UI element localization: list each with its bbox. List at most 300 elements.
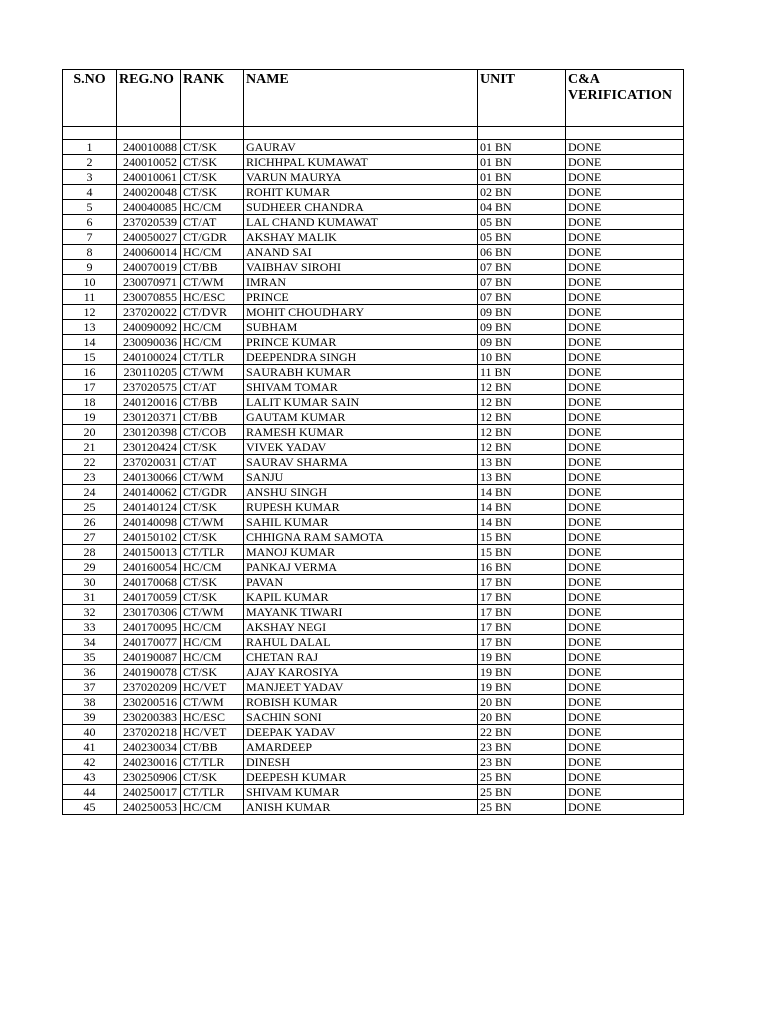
cell-unit: 12 BN bbox=[478, 395, 566, 410]
table-row bbox=[63, 395, 684, 410]
cell-unit: 19 BN bbox=[478, 650, 566, 665]
cell-rank: HC/CM bbox=[181, 650, 244, 665]
cell-sno: 42 bbox=[63, 755, 117, 770]
cell-sno: 20 bbox=[63, 425, 117, 440]
cell-rank: CT/TLR bbox=[181, 785, 244, 800]
cell-rank: CT/WM bbox=[181, 365, 244, 380]
header-verification: C&A VERIFICATION bbox=[566, 70, 684, 127]
cell-status: DONE bbox=[566, 770, 684, 785]
cell-name: AKSHAY MALIK bbox=[244, 230, 478, 245]
cell-rank: HC/CM bbox=[181, 320, 244, 335]
table-row bbox=[63, 575, 684, 590]
cell-regno: 237020575 bbox=[117, 380, 181, 395]
cell-unit: 17 BN bbox=[478, 575, 566, 590]
cell-regno: 240100024 bbox=[117, 350, 181, 365]
cell-status: DONE bbox=[566, 680, 684, 695]
cell-sno: 5 bbox=[63, 200, 117, 215]
cell-name: MOHIT CHOUDHARY bbox=[244, 305, 478, 320]
cell-name: RAMESH KUMAR bbox=[244, 425, 478, 440]
cell-sno: 25 bbox=[63, 500, 117, 515]
table-row bbox=[63, 500, 684, 515]
cell-unit: 15 BN bbox=[478, 545, 566, 560]
cell-rank: HC/CM bbox=[181, 200, 244, 215]
table-row bbox=[63, 755, 684, 770]
table-row bbox=[63, 530, 684, 545]
cell-regno: 240190078 bbox=[117, 665, 181, 680]
cell-rank: CT/BB bbox=[181, 410, 244, 425]
cell-unit: 01 BN bbox=[478, 170, 566, 185]
cell-unit: 19 BN bbox=[478, 665, 566, 680]
cell-rank: CT/SK bbox=[181, 155, 244, 170]
cell-unit: 17 BN bbox=[478, 590, 566, 605]
cell-name: DINESH bbox=[244, 755, 478, 770]
cell-status: DONE bbox=[566, 530, 684, 545]
table-row bbox=[63, 725, 684, 740]
table-row bbox=[63, 200, 684, 215]
cell-name: ROHIT KUMAR bbox=[244, 185, 478, 200]
cell-unit: 09 BN bbox=[478, 335, 566, 350]
cell-status: DONE bbox=[566, 695, 684, 710]
cell-regno: 240230034 bbox=[117, 740, 181, 755]
cell-sno: 29 bbox=[63, 560, 117, 575]
cell-name: RICHHPAL KUMAWAT bbox=[244, 155, 478, 170]
cell-rank: CT/AT bbox=[181, 380, 244, 395]
table-row bbox=[63, 455, 684, 470]
cell-name: VARUN MAURYA bbox=[244, 170, 478, 185]
cell-unit: 10 BN bbox=[478, 350, 566, 365]
cell-unit: 25 BN bbox=[478, 800, 566, 815]
cell-name: PANKAJ VERMA bbox=[244, 560, 478, 575]
cell-status: DONE bbox=[566, 275, 684, 290]
cell-regno: 240060014 bbox=[117, 245, 181, 260]
table-row bbox=[63, 680, 684, 695]
cell-rank: CT/AT bbox=[181, 215, 244, 230]
table-row bbox=[63, 365, 684, 380]
cell-sno: 30 bbox=[63, 575, 117, 590]
cell-unit: 17 BN bbox=[478, 605, 566, 620]
cell-rank: CT/COB bbox=[181, 425, 244, 440]
cell-name: ANSHU SINGH bbox=[244, 485, 478, 500]
cell-sno: 22 bbox=[63, 455, 117, 470]
cell-name: ROBISH KUMAR bbox=[244, 695, 478, 710]
cell-status: DONE bbox=[566, 665, 684, 680]
cell-name: PAVAN bbox=[244, 575, 478, 590]
table-row bbox=[63, 485, 684, 500]
table-body bbox=[63, 127, 684, 815]
cell-name: DEEPESH KUMAR bbox=[244, 770, 478, 785]
cell-rank: CT/WM bbox=[181, 695, 244, 710]
cell-sno: 7 bbox=[63, 230, 117, 245]
cell-status: DONE bbox=[566, 620, 684, 635]
cell-regno: 240010088 bbox=[117, 140, 181, 155]
cell-sno: 3 bbox=[63, 170, 117, 185]
cell-status: DONE bbox=[566, 470, 684, 485]
table-row bbox=[63, 185, 684, 200]
cell-name: GAUTAM KUMAR bbox=[244, 410, 478, 425]
cell-name: ANISH KUMAR bbox=[244, 800, 478, 815]
cell-regno: 240150102 bbox=[117, 530, 181, 545]
header-name: NAME bbox=[244, 70, 478, 127]
cell-unit: 05 BN bbox=[478, 230, 566, 245]
cell-sno: 36 bbox=[63, 665, 117, 680]
cell-unit: 25 BN bbox=[478, 785, 566, 800]
cell-unit: 15 BN bbox=[478, 530, 566, 545]
cell-sno: 16 bbox=[63, 365, 117, 380]
table-row bbox=[63, 665, 684, 680]
cell-sno: 11 bbox=[63, 290, 117, 305]
cell-sno: 17 bbox=[63, 380, 117, 395]
table-row bbox=[63, 470, 684, 485]
cell-sno: 34 bbox=[63, 635, 117, 650]
cell-rank: CT/BB bbox=[181, 395, 244, 410]
cell-sno: 37 bbox=[63, 680, 117, 695]
cell-name: DEEPENDRA SINGH bbox=[244, 350, 478, 365]
cell-sno: 41 bbox=[63, 740, 117, 755]
cell-unit: 07 BN bbox=[478, 260, 566, 275]
cell-unit: 07 BN bbox=[478, 275, 566, 290]
cell-regno: 240010052 bbox=[117, 155, 181, 170]
cell-unit: 20 BN bbox=[478, 695, 566, 710]
cell-regno: 240020048 bbox=[117, 185, 181, 200]
cell-regno: 237020209 bbox=[117, 680, 181, 695]
cell-status: DONE bbox=[566, 365, 684, 380]
cell-name: MAYANK TIWARI bbox=[244, 605, 478, 620]
cell-rank: CT/SK bbox=[181, 530, 244, 545]
cell-status: DONE bbox=[566, 440, 684, 455]
cell-rank: HC/VET bbox=[181, 680, 244, 695]
cell-sno: 2 bbox=[63, 155, 117, 170]
cell-unit: 01 BN bbox=[478, 140, 566, 155]
cell-rank: CT/SK bbox=[181, 770, 244, 785]
cell-name: SAURABH KUMAR bbox=[244, 365, 478, 380]
cell-unit: 07 BN bbox=[478, 290, 566, 305]
cell-rank: CT/DVR bbox=[181, 305, 244, 320]
table-row bbox=[63, 710, 684, 725]
cell-unit: 13 BN bbox=[478, 455, 566, 470]
cell-status: DONE bbox=[566, 605, 684, 620]
table-row bbox=[63, 140, 684, 155]
cell-status: DONE bbox=[566, 380, 684, 395]
cell-regno: 240120016 bbox=[117, 395, 181, 410]
cell-regno: 230110205 bbox=[117, 365, 181, 380]
cell-name: RUPESH KUMAR bbox=[244, 500, 478, 515]
cell-status: DONE bbox=[566, 140, 684, 155]
cell-status: DONE bbox=[566, 560, 684, 575]
cell-status: DONE bbox=[566, 800, 684, 815]
cell-regno: 240230016 bbox=[117, 755, 181, 770]
cell-name: SAHIL KUMAR bbox=[244, 515, 478, 530]
cell-name: AKSHAY NEGI bbox=[244, 620, 478, 635]
cell-name: KAPIL KUMAR bbox=[244, 590, 478, 605]
table-header bbox=[63, 70, 684, 127]
cell-rank: CT/SK bbox=[181, 170, 244, 185]
cell-unit: 19 BN bbox=[478, 680, 566, 695]
cell-sno: 40 bbox=[63, 725, 117, 740]
header-rank: RANK bbox=[181, 70, 244, 127]
cell-unit: 11 BN bbox=[478, 365, 566, 380]
table-row bbox=[63, 245, 684, 260]
cell-rank: CT/SK bbox=[181, 140, 244, 155]
table-row bbox=[63, 695, 684, 710]
cell-status: DONE bbox=[566, 785, 684, 800]
cell-regno: 240170059 bbox=[117, 590, 181, 605]
cell-sno: 9 bbox=[63, 260, 117, 275]
cell-unit: 25 BN bbox=[478, 770, 566, 785]
cell-name: SANJU bbox=[244, 470, 478, 485]
cell-status: DONE bbox=[566, 740, 684, 755]
cell-name: SUDHEER CHANDRA bbox=[244, 200, 478, 215]
cell-status: DONE bbox=[566, 485, 684, 500]
cell-status: DONE bbox=[566, 215, 684, 230]
cell-regno: 230200516 bbox=[117, 695, 181, 710]
cell-unit: 12 BN bbox=[478, 425, 566, 440]
cell-rank: HC/CM bbox=[181, 800, 244, 815]
cell-rank: CT/SK bbox=[181, 440, 244, 455]
cell-regno: 237020218 bbox=[117, 725, 181, 740]
cell-regno: 240250053 bbox=[117, 800, 181, 815]
cell-status: DONE bbox=[566, 725, 684, 740]
cell-rank: CT/SK bbox=[181, 590, 244, 605]
cell-regno: 230120424 bbox=[117, 440, 181, 455]
cell-rank: CT/WM bbox=[181, 470, 244, 485]
cell-rank: HC/CM bbox=[181, 560, 244, 575]
cell-sno: 8 bbox=[63, 245, 117, 260]
cell-unit: 14 BN bbox=[478, 500, 566, 515]
table-row bbox=[63, 440, 684, 455]
header-spacer-row bbox=[63, 127, 684, 140]
table-row bbox=[63, 170, 684, 185]
cell-name: AMARDEEP bbox=[244, 740, 478, 755]
cell-name: IMRAN bbox=[244, 275, 478, 290]
cell-regno: 240150013 bbox=[117, 545, 181, 560]
table-row bbox=[63, 560, 684, 575]
cell-regno: 230170306 bbox=[117, 605, 181, 620]
cell-status: DONE bbox=[566, 710, 684, 725]
cell-status: DONE bbox=[566, 410, 684, 425]
cell-name: AJAY KAROSIYA bbox=[244, 665, 478, 680]
cell-unit: 12 BN bbox=[478, 380, 566, 395]
cell-status: DONE bbox=[566, 350, 684, 365]
cell-unit: 22 BN bbox=[478, 725, 566, 740]
cell-name: MANJEET YADAV bbox=[244, 680, 478, 695]
cell-regno: 240070019 bbox=[117, 260, 181, 275]
table-row bbox=[63, 800, 684, 815]
cell-regno: 230120398 bbox=[117, 425, 181, 440]
cell-regno: 240050027 bbox=[117, 230, 181, 245]
cell-rank: HC/ESC bbox=[181, 710, 244, 725]
cell-rank: CT/SK bbox=[181, 665, 244, 680]
cell-regno: 240170095 bbox=[117, 620, 181, 635]
cell-rank: CT/SK bbox=[181, 575, 244, 590]
cell-regno: 240190087 bbox=[117, 650, 181, 665]
table-row bbox=[63, 425, 684, 440]
cell-rank: CT/GDR bbox=[181, 230, 244, 245]
cell-regno: 237020022 bbox=[117, 305, 181, 320]
table-row bbox=[63, 380, 684, 395]
cell-sno: 19 bbox=[63, 410, 117, 425]
table-row bbox=[63, 275, 684, 290]
cell-unit: 02 BN bbox=[478, 185, 566, 200]
table-row bbox=[63, 260, 684, 275]
cell-status: DONE bbox=[566, 755, 684, 770]
table-row bbox=[63, 230, 684, 245]
cell-regno: 240170068 bbox=[117, 575, 181, 590]
cell-sno: 4 bbox=[63, 185, 117, 200]
cell-name: LAL CHAND KUMAWAT bbox=[244, 215, 478, 230]
header-sno: S.NO bbox=[63, 70, 117, 127]
cell-unit: 12 BN bbox=[478, 440, 566, 455]
cell-rank: HC/CM bbox=[181, 245, 244, 260]
cell-sno: 24 bbox=[63, 485, 117, 500]
cell-regno: 240250017 bbox=[117, 785, 181, 800]
cell-rank: CT/WM bbox=[181, 515, 244, 530]
cell-unit: 12 BN bbox=[478, 410, 566, 425]
cell-status: DONE bbox=[566, 590, 684, 605]
cell-sno: 6 bbox=[63, 215, 117, 230]
cell-regno: 240140098 bbox=[117, 515, 181, 530]
table-row bbox=[63, 605, 684, 620]
cell-name: DEEPAK YADAV bbox=[244, 725, 478, 740]
cell-rank: HC/CM bbox=[181, 635, 244, 650]
cell-status: DONE bbox=[566, 455, 684, 470]
cell-sno: 43 bbox=[63, 770, 117, 785]
cell-status: DONE bbox=[566, 335, 684, 350]
cell-sno: 28 bbox=[63, 545, 117, 560]
table-row bbox=[63, 590, 684, 605]
cell-sno: 13 bbox=[63, 320, 117, 335]
cell-sno: 10 bbox=[63, 275, 117, 290]
cell-regno: 240160054 bbox=[117, 560, 181, 575]
table-row bbox=[63, 545, 684, 560]
cell-status: DONE bbox=[566, 230, 684, 245]
cell-sno: 39 bbox=[63, 710, 117, 725]
cell-unit: 14 BN bbox=[478, 515, 566, 530]
cell-sno: 1 bbox=[63, 140, 117, 155]
cell-regno: 240040085 bbox=[117, 200, 181, 215]
table-row bbox=[63, 290, 684, 305]
cell-name: MANOJ KUMAR bbox=[244, 545, 478, 560]
table-row bbox=[63, 620, 684, 635]
cell-unit: 17 BN bbox=[478, 620, 566, 635]
cell-regno: 240010061 bbox=[117, 170, 181, 185]
cell-name: SHIVAM TOMAR bbox=[244, 380, 478, 395]
cell-regno: 240140124 bbox=[117, 500, 181, 515]
cell-regno: 240140062 bbox=[117, 485, 181, 500]
cell-sno: 26 bbox=[63, 515, 117, 530]
cell-unit: 06 BN bbox=[478, 245, 566, 260]
header-row bbox=[63, 70, 684, 127]
cell-status: DONE bbox=[566, 575, 684, 590]
cell-rank: HC/CM bbox=[181, 335, 244, 350]
cell-rank: HC/CM bbox=[181, 620, 244, 635]
cell-name: PRINCE KUMAR bbox=[244, 335, 478, 350]
cell-status: DONE bbox=[566, 650, 684, 665]
cell-sno: 23 bbox=[63, 470, 117, 485]
cell-sno: 14 bbox=[63, 335, 117, 350]
cell-sno: 15 bbox=[63, 350, 117, 365]
cell-name: ANAND SAI bbox=[244, 245, 478, 260]
cell-sno: 45 bbox=[63, 800, 117, 815]
cell-unit: 23 BN bbox=[478, 740, 566, 755]
cell-status: DONE bbox=[566, 155, 684, 170]
cell-regno: 230090036 bbox=[117, 335, 181, 350]
cell-rank: CT/SK bbox=[181, 185, 244, 200]
cell-status: DONE bbox=[566, 320, 684, 335]
cell-regno: 237020031 bbox=[117, 455, 181, 470]
cell-sno: 21 bbox=[63, 440, 117, 455]
cell-regno: 230070971 bbox=[117, 275, 181, 290]
cell-status: DONE bbox=[566, 305, 684, 320]
header-regno: REG.NO bbox=[117, 70, 181, 127]
cell-regno: 230200383 bbox=[117, 710, 181, 725]
cell-unit: 05 BN bbox=[478, 215, 566, 230]
cell-rank: CT/AT bbox=[181, 455, 244, 470]
cell-status: DONE bbox=[566, 395, 684, 410]
table-row bbox=[63, 215, 684, 230]
cell-regno: 240170077 bbox=[117, 635, 181, 650]
cell-sno: 31 bbox=[63, 590, 117, 605]
cell-unit: 04 BN bbox=[478, 200, 566, 215]
cell-rank: CT/TLR bbox=[181, 545, 244, 560]
cell-rank: HC/ESC bbox=[181, 290, 244, 305]
table-row bbox=[63, 335, 684, 350]
cell-status: DONE bbox=[566, 500, 684, 515]
table-row bbox=[63, 650, 684, 665]
cell-status: DONE bbox=[566, 635, 684, 650]
cell-unit: 20 BN bbox=[478, 710, 566, 725]
cell-name: SAURAV SHARMA bbox=[244, 455, 478, 470]
cell-sno: 27 bbox=[63, 530, 117, 545]
header-unit: UNIT bbox=[478, 70, 566, 127]
table-row bbox=[63, 770, 684, 785]
cell-sno: 32 bbox=[63, 605, 117, 620]
cell-rank: CT/BB bbox=[181, 740, 244, 755]
cell-unit: 14 BN bbox=[478, 485, 566, 500]
cell-status: DONE bbox=[566, 515, 684, 530]
cell-name: CHHIGNA RAM SAMOTA bbox=[244, 530, 478, 545]
cell-rank: CT/WM bbox=[181, 275, 244, 290]
cell-sno: 38 bbox=[63, 695, 117, 710]
table-row bbox=[63, 155, 684, 170]
cell-status: DONE bbox=[566, 545, 684, 560]
cell-status: DONE bbox=[566, 260, 684, 275]
cell-regno: 240130066 bbox=[117, 470, 181, 485]
table-row bbox=[63, 350, 684, 365]
table-row bbox=[63, 305, 684, 320]
cell-name: SUBHAM bbox=[244, 320, 478, 335]
cell-unit: 01 BN bbox=[478, 155, 566, 170]
cell-regno: 240090092 bbox=[117, 320, 181, 335]
cell-rank: CT/WM bbox=[181, 605, 244, 620]
cell-sno: 44 bbox=[63, 785, 117, 800]
cell-regno: 230250906 bbox=[117, 770, 181, 785]
cell-regno: 230120371 bbox=[117, 410, 181, 425]
cell-rank: CT/SK bbox=[181, 500, 244, 515]
cell-rank: CT/GDR bbox=[181, 485, 244, 500]
cell-status: DONE bbox=[566, 185, 684, 200]
cell-name: VAIBHAV SIROHI bbox=[244, 260, 478, 275]
cell-status: DONE bbox=[566, 200, 684, 215]
verification-table bbox=[62, 69, 684, 815]
table-row bbox=[63, 320, 684, 335]
cell-status: DONE bbox=[566, 245, 684, 260]
cell-name: SHIVAM KUMAR bbox=[244, 785, 478, 800]
cell-name: CHETAN RAJ bbox=[244, 650, 478, 665]
cell-status: DONE bbox=[566, 425, 684, 440]
cell-rank: CT/TLR bbox=[181, 755, 244, 770]
table-row bbox=[63, 635, 684, 650]
cell-regno: 230070855 bbox=[117, 290, 181, 305]
